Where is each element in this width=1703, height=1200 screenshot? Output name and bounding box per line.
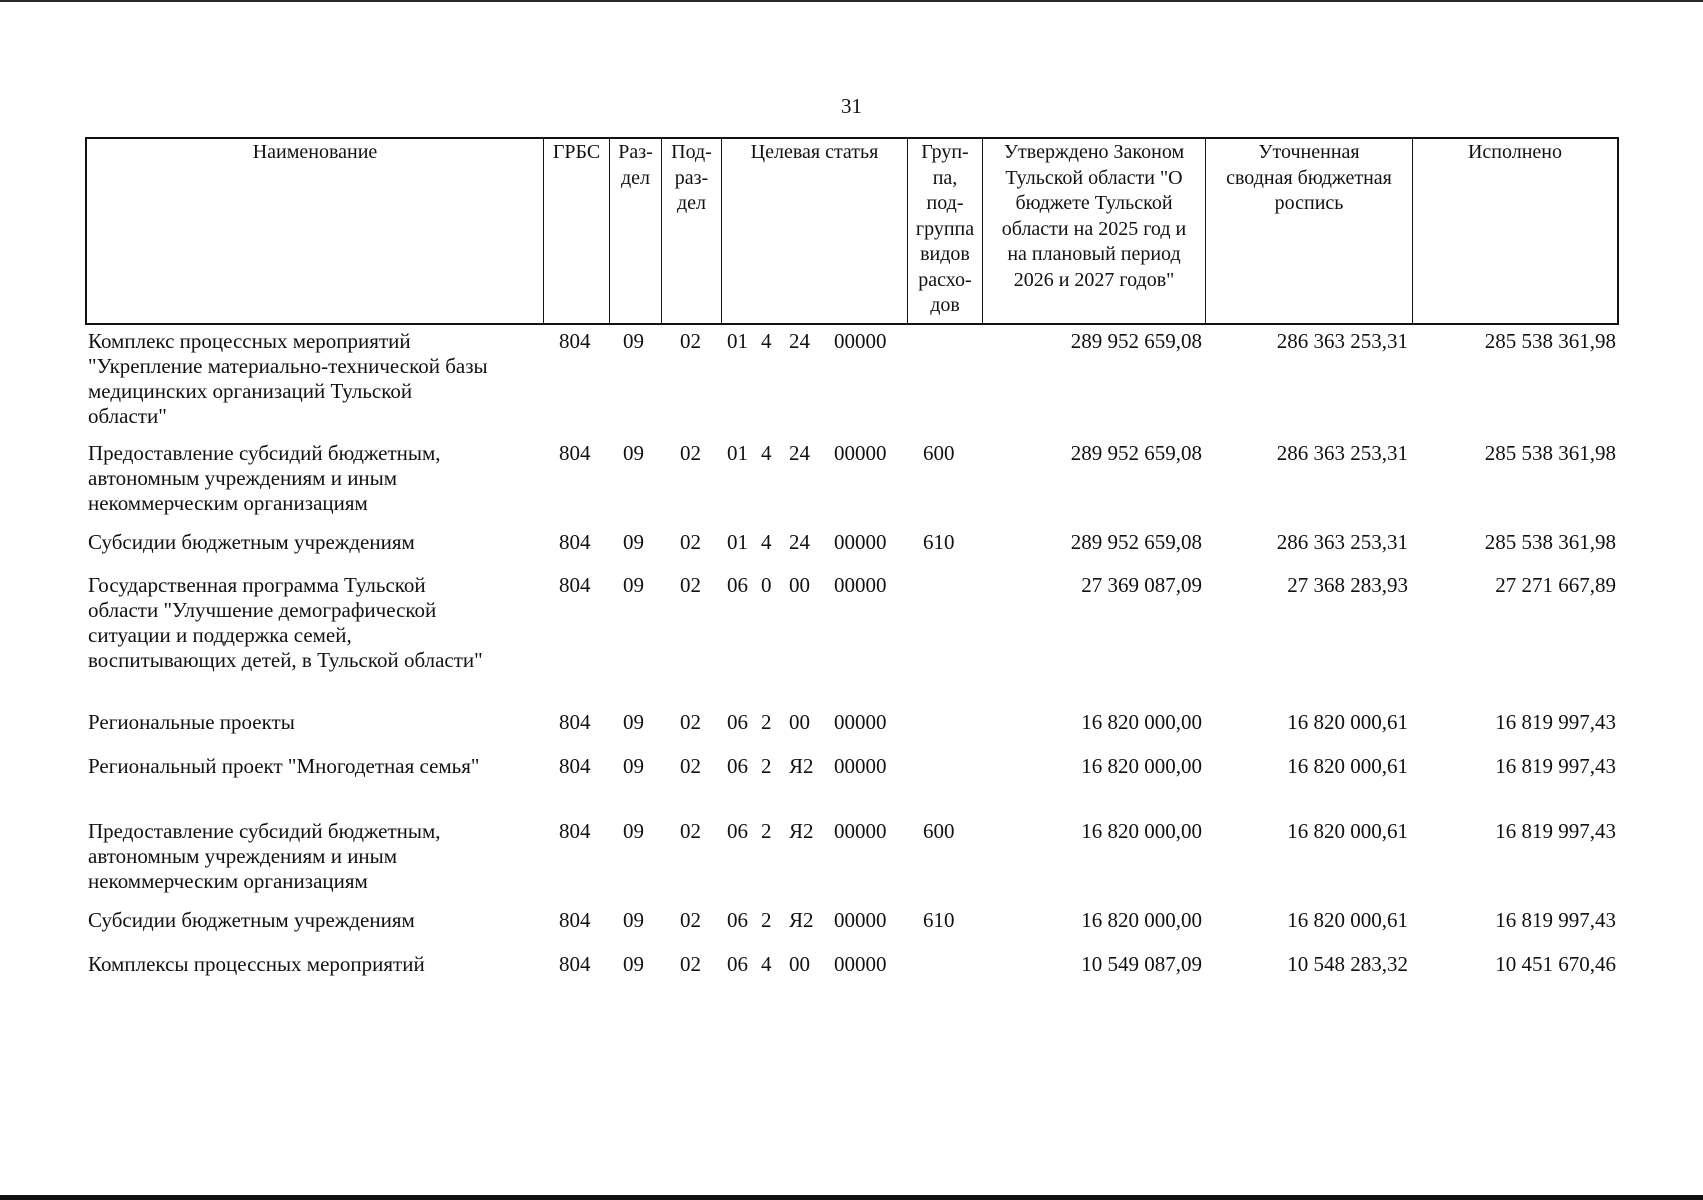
header-line: Наименование	[252, 141, 378, 163]
row-name-line: Субсидии бюджетным учреждениям	[88, 530, 415, 554]
cell-t1: 06	[727, 710, 748, 734]
row-name-line: Региональные проекты	[88, 710, 295, 734]
cell-t3: 00	[789, 952, 810, 976]
cell-t2: 2	[761, 710, 772, 734]
cell-executed: 285 538 361,98	[1484, 329, 1616, 353]
header-line: ГРБС	[552, 141, 601, 163]
cell-t4: 00000	[834, 710, 887, 734]
row-name-line: автономным учреждениям и иным	[88, 466, 398, 490]
cell-t1: 01	[727, 530, 748, 554]
row-name	[88, 754, 480, 779]
cell-t1: 01	[727, 441, 748, 465]
cell-t4: 00000	[834, 573, 887, 597]
cell-grbs: 804	[559, 908, 591, 932]
cell-grbs: 804	[559, 441, 591, 465]
cell-t1: 06	[727, 952, 748, 976]
header-podrazdel	[662, 140, 721, 217]
cell-executed: 27 271 667,89	[1495, 573, 1616, 597]
cell-approved: 16 820 000,00	[1081, 754, 1202, 778]
cell-approved: 289 952 659,08	[1070, 441, 1202, 465]
cell-razdel: 09	[623, 530, 644, 554]
cell-t3: Я2	[789, 819, 814, 843]
cell-approved: 16 820 000,00	[1081, 819, 1202, 843]
cell-t4: 00000	[834, 530, 887, 554]
cell-t2: 2	[761, 754, 772, 778]
cell-t3: 00	[789, 710, 810, 734]
cell-executed: 16 819 997,43	[1495, 908, 1616, 932]
cell-t1: 06	[727, 819, 748, 843]
cell-approved: 289 952 659,08	[1070, 530, 1202, 554]
header-line: Целевая статья	[750, 141, 879, 163]
cell-grbs: 804	[559, 573, 591, 597]
row-name	[88, 952, 425, 977]
row-name	[88, 573, 483, 673]
cell-razdel: 09	[623, 908, 644, 932]
cell-vid: 600	[923, 819, 955, 843]
cell-t4: 00000	[834, 441, 887, 465]
cell-razdel: 09	[623, 573, 644, 597]
header-line: Раз-	[618, 141, 653, 163]
row-name	[88, 908, 415, 933]
cell-grbs: 804	[559, 754, 591, 778]
scan-top-edge	[0, 0, 1703, 2]
cell-vid: 610	[923, 530, 955, 554]
cell-t2: 4	[761, 441, 772, 465]
cell-podrazdel: 02	[680, 573, 701, 597]
row-name	[88, 710, 295, 735]
cell-razdel: 09	[623, 819, 644, 843]
page-number: 31	[841, 94, 862, 118]
cell-t2: 2	[761, 819, 772, 843]
header-line: области на 2025 год и	[1001, 217, 1187, 240]
header-line: бюджете Тульской	[1015, 192, 1173, 214]
cell-podrazdel: 02	[680, 530, 701, 554]
row-name-line: некоммерческим организациям	[88, 491, 368, 515]
header-line: дел	[620, 166, 651, 189]
row-name-line: области "Улучшение демографической	[88, 598, 437, 622]
cell-t1: 06	[727, 754, 748, 778]
row-name	[88, 329, 488, 429]
header-line: Исполнено	[1467, 141, 1563, 163]
cell-grbs: 804	[559, 952, 591, 976]
cell-vid: 600	[923, 441, 955, 465]
cell-t2: 2	[761, 908, 772, 932]
cell-refined: 10 548 283,32	[1287, 952, 1408, 976]
header-line: Под-	[671, 141, 712, 163]
header-line: Уточненная	[1258, 141, 1360, 163]
header-line: 2026 и 2027 годов"	[1013, 268, 1175, 291]
header-approved	[983, 140, 1205, 293]
header-line: Груп-	[921, 141, 969, 163]
cell-approved: 16 820 000,00	[1081, 908, 1202, 932]
cell-t3: Я2	[789, 908, 814, 932]
cell-t4: 00000	[834, 754, 887, 778]
cell-t2: 0	[761, 573, 772, 597]
cell-refined: 286 363 253,31	[1276, 441, 1408, 465]
cell-t4: 00000	[834, 329, 887, 353]
cell-refined: 16 820 000,61	[1287, 908, 1408, 932]
row-name-line: воспитывающих детей, в Тульской области"	[88, 648, 483, 672]
cell-t1: 01	[727, 329, 748, 353]
header-line: па,	[932, 166, 958, 189]
cell-refined: 16 820 000,61	[1287, 710, 1408, 734]
cell-grbs: 804	[559, 819, 591, 843]
cell-t3: 24	[789, 329, 810, 353]
cell-t3: 24	[789, 530, 810, 554]
header-razdel	[610, 140, 661, 191]
cell-razdel: 09	[623, 710, 644, 734]
cell-t2: 4	[761, 329, 772, 353]
cell-t1: 06	[727, 573, 748, 597]
header-line: роспись	[1274, 192, 1344, 214]
row-name-line: Предоставление субсидий бюджетным,	[88, 441, 441, 465]
header-target	[722, 140, 907, 166]
cell-podrazdel: 02	[680, 952, 701, 976]
cell-t2: 4	[761, 530, 772, 554]
cell-executed: 285 538 361,98	[1484, 441, 1616, 465]
header-vid	[908, 140, 982, 319]
header-line: Утверждено Законом	[1003, 141, 1185, 163]
cell-approved: 10 549 087,09	[1081, 952, 1202, 976]
header-line: дов	[930, 294, 960, 316]
cell-razdel: 09	[623, 329, 644, 353]
cell-t3: Я2	[789, 754, 814, 778]
cell-t1: 06	[727, 908, 748, 932]
row-name-line: Субсидии бюджетным учреждениям	[88, 908, 415, 932]
header-line: расхо-	[918, 268, 972, 291]
header-line: видов	[920, 243, 970, 265]
cell-t3: 24	[789, 441, 810, 465]
cell-podrazdel: 02	[680, 754, 701, 778]
cell-razdel: 09	[623, 441, 644, 465]
cell-approved: 289 952 659,08	[1070, 329, 1202, 353]
row-name-line: Комплексы процессных мероприятий	[88, 952, 425, 976]
cell-t4: 00000	[834, 819, 887, 843]
cell-executed: 16 819 997,43	[1495, 754, 1616, 778]
cell-podrazdel: 02	[680, 441, 701, 465]
header-line: Тульской области "О	[1005, 166, 1183, 189]
cell-grbs: 804	[559, 329, 591, 353]
header-line: сводная бюджетная	[1226, 166, 1392, 189]
cell-executed: 16 819 997,43	[1495, 710, 1616, 734]
row-name-line: Государственная программа Тульской	[88, 573, 426, 597]
header-refined	[1206, 140, 1412, 217]
header-line: группа	[915, 217, 975, 240]
cell-podrazdel: 02	[680, 710, 701, 734]
row-name-line: области"	[88, 404, 167, 428]
cell-refined: 16 820 000,61	[1287, 754, 1408, 778]
header-line: под-	[926, 192, 964, 214]
header-line: на плановый период	[1007, 243, 1181, 265]
cell-podrazdel: 02	[680, 819, 701, 843]
cell-refined: 16 820 000,61	[1287, 819, 1408, 843]
cell-t4: 00000	[834, 908, 887, 932]
row-name-line: ситуации и поддержка семей,	[88, 623, 352, 647]
row-name	[88, 530, 415, 555]
header-name	[87, 140, 543, 166]
cell-approved: 16 820 000,00	[1081, 710, 1202, 734]
cell-executed: 10 451 670,46	[1495, 952, 1616, 976]
row-name-line: Предоставление субсидий бюджетным,	[88, 819, 441, 843]
header-line: дел	[676, 192, 707, 214]
cell-podrazdel: 02	[680, 908, 701, 932]
cell-podrazdel: 02	[680, 329, 701, 353]
row-name-line: Региональный проект "Многодетная семья"	[88, 754, 480, 778]
cell-refined: 286 363 253,31	[1276, 530, 1408, 554]
cell-approved: 27 369 087,09	[1081, 573, 1202, 597]
row-name-line: автономным учреждениям и иным	[88, 844, 398, 868]
cell-executed: 16 819 997,43	[1495, 819, 1616, 843]
cell-razdel: 09	[623, 754, 644, 778]
row-name-line: некоммерческим организациям	[88, 869, 368, 893]
cell-executed: 285 538 361,98	[1484, 530, 1616, 554]
cell-t2: 4	[761, 952, 772, 976]
row-name-line: "Укрепление материально-технической базы	[88, 354, 488, 378]
cell-t4: 00000	[834, 952, 887, 976]
cell-refined: 286 363 253,31	[1276, 329, 1408, 353]
header-grbs	[544, 140, 609, 166]
row-name	[88, 441, 441, 516]
row-name-line: медицинских организаций Тульской	[88, 379, 413, 403]
cell-razdel: 09	[623, 952, 644, 976]
cell-grbs: 804	[559, 710, 591, 734]
row-name	[88, 819, 441, 894]
row-name-line: Комплекс процессных мероприятий	[88, 329, 411, 353]
header-executed	[1413, 140, 1617, 166]
cell-t3: 00	[789, 573, 810, 597]
cell-refined: 27 368 283,93	[1287, 573, 1408, 597]
scan-bottom-edge	[0, 1195, 1703, 1200]
header-line: раз-	[674, 166, 709, 189]
cell-grbs: 804	[559, 530, 591, 554]
cell-vid: 610	[923, 908, 955, 932]
